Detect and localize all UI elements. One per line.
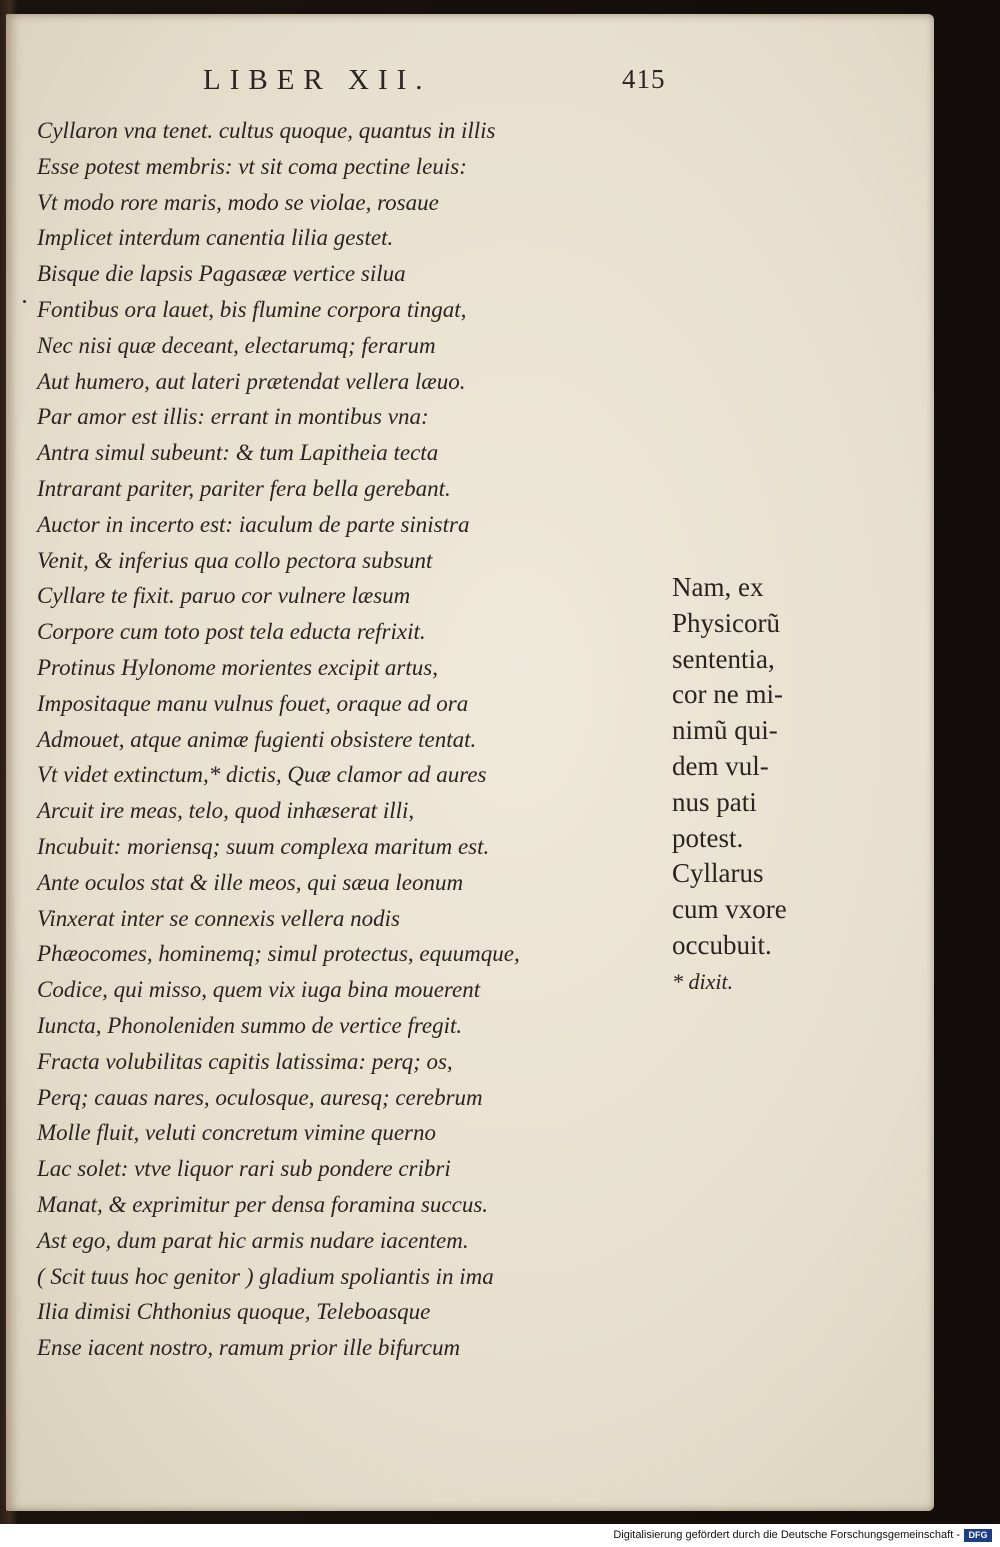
verse-line: Venit, & inferius qua collo pectora subsunt xyxy=(37,547,433,573)
verse-line: Fracta volubilitas capitis latissima: perq; os, xyxy=(37,1048,453,1074)
digitization-footer xyxy=(0,1524,1000,1547)
gloss-line: Nam, ex xyxy=(672,572,764,602)
verse-line: Intrarant pariter, pariter fera bella gerebant. xyxy=(37,475,451,501)
margin-dot xyxy=(23,300,26,303)
gloss-line: Physicorũ xyxy=(672,607,780,638)
verse-line: Implicet interdum canentia lilia gestet. xyxy=(37,225,394,251)
dfg-logo: DFG xyxy=(964,1529,992,1542)
verse-line: Phæocomes, hominemq; simul protectus, equumque, xyxy=(37,941,520,967)
verse-line: Cyllare te fixit. paruo cor vulnere læsum xyxy=(37,583,411,609)
verse-line: ( Scit tuus hoc genitor ) gladium spoliantis in ima xyxy=(37,1263,494,1289)
verse-text xyxy=(37,113,687,1366)
gloss-line: cor ne mi- xyxy=(672,679,783,710)
verse-line: Manat, & exprimitur per densa foramina succus. xyxy=(37,1191,489,1217)
verse-line: Vt modo rore maris, modo se violae, rosaue xyxy=(37,189,439,215)
verse-line: Molle fluit, veluti concretum vimine querno xyxy=(37,1120,436,1146)
verse-line: Antra simul subeunt: & tum Lapitheia tecta xyxy=(37,440,439,466)
verse-line: Ast ego, dum parat hic armis nudare iacentem. xyxy=(37,1227,469,1253)
book-page xyxy=(6,14,934,1511)
gloss-line: occubuit. xyxy=(672,929,772,960)
verse-line: Bisque die lapsis Pagasææ vertice silua xyxy=(37,261,406,287)
verse-line: Codice, qui misso, quem vix iuga bina mouerent xyxy=(37,977,481,1003)
verse-line: Admouet, atque animæ fugienti obsistere tentat. xyxy=(37,726,477,752)
verse-line: Iuncta, Phonoleniden summo de vertice fregit. xyxy=(37,1012,463,1038)
verse-line: Ense iacent nostro, ramum prior ille bifurcum xyxy=(37,1335,461,1361)
page-number: 415 xyxy=(622,64,666,94)
funding-credit: Digitalisierung gefördert durch die Deutsche Forschungsgemeinschaft - xyxy=(613,1529,960,1541)
verse-line: Vt videt extinctum,* dictis, Quæ clamor ad aures xyxy=(37,762,487,788)
verse-line: Cyllaron vna tenet. cultus quoque, quantus in illis xyxy=(37,118,496,143)
gloss-line: nimũ qui- xyxy=(672,715,778,746)
verse-line: Ante oculos stat & ille meos, qui sæua leonum xyxy=(37,869,464,895)
verse-line: Corpore cum toto post tela educta refrixit. xyxy=(37,619,426,645)
gloss-line: sententia, xyxy=(672,643,775,674)
verse-line: Ilia dimisi Chthonius quoque, Teleboasque xyxy=(37,1299,431,1325)
page-header xyxy=(6,64,934,104)
verse-line: Perq; cauas nares, oculosque, auresq; cerebrum xyxy=(37,1084,483,1110)
verse-line: Nec nisi quæ deceant, electarumq; ferarum xyxy=(37,332,436,358)
verse-line: Auctor in incerto est: iaculum de parte sinistra xyxy=(37,511,470,537)
verse-line: Fontibus ora lauet, bis flumine corpora tingat, xyxy=(37,296,467,322)
verse-line: Par amor est illis: errant in montibus vna: xyxy=(37,404,429,430)
running-title: LIBER XII. xyxy=(203,64,432,96)
gloss-reference: * dixit. xyxy=(672,968,734,994)
verse-line: Impositaque manu vulnus fouet, oraque ad ora xyxy=(37,690,469,716)
gloss-line: Cyllarus xyxy=(672,858,764,889)
gloss-line: cum vxore xyxy=(672,894,787,925)
marginal-gloss xyxy=(672,570,842,1000)
verse-line: Incubuit: moriensq; suum complexa maritum est. xyxy=(37,833,490,859)
verse-line: Lac solet: vtve liquor rari sub pondere cribri xyxy=(37,1156,451,1182)
verse-line: Aut humero, aut lateri prætendat vellera læuo. xyxy=(37,368,466,394)
gloss-line: dem vul- xyxy=(672,750,769,781)
verse-line: Protinus Hylonome morientes excipit artus, xyxy=(37,654,438,680)
verse-line: Vinxerat inter se connexis vellera nodis xyxy=(37,905,401,931)
verse-line: Esse potest membris: vt sit coma pectine leuis: xyxy=(37,153,467,179)
gloss-line: nus pati xyxy=(672,786,757,817)
gloss-line: potest. xyxy=(672,822,744,853)
verse-line: Arcuit ire meas, telo, quod inhæserat illi, xyxy=(37,798,415,824)
